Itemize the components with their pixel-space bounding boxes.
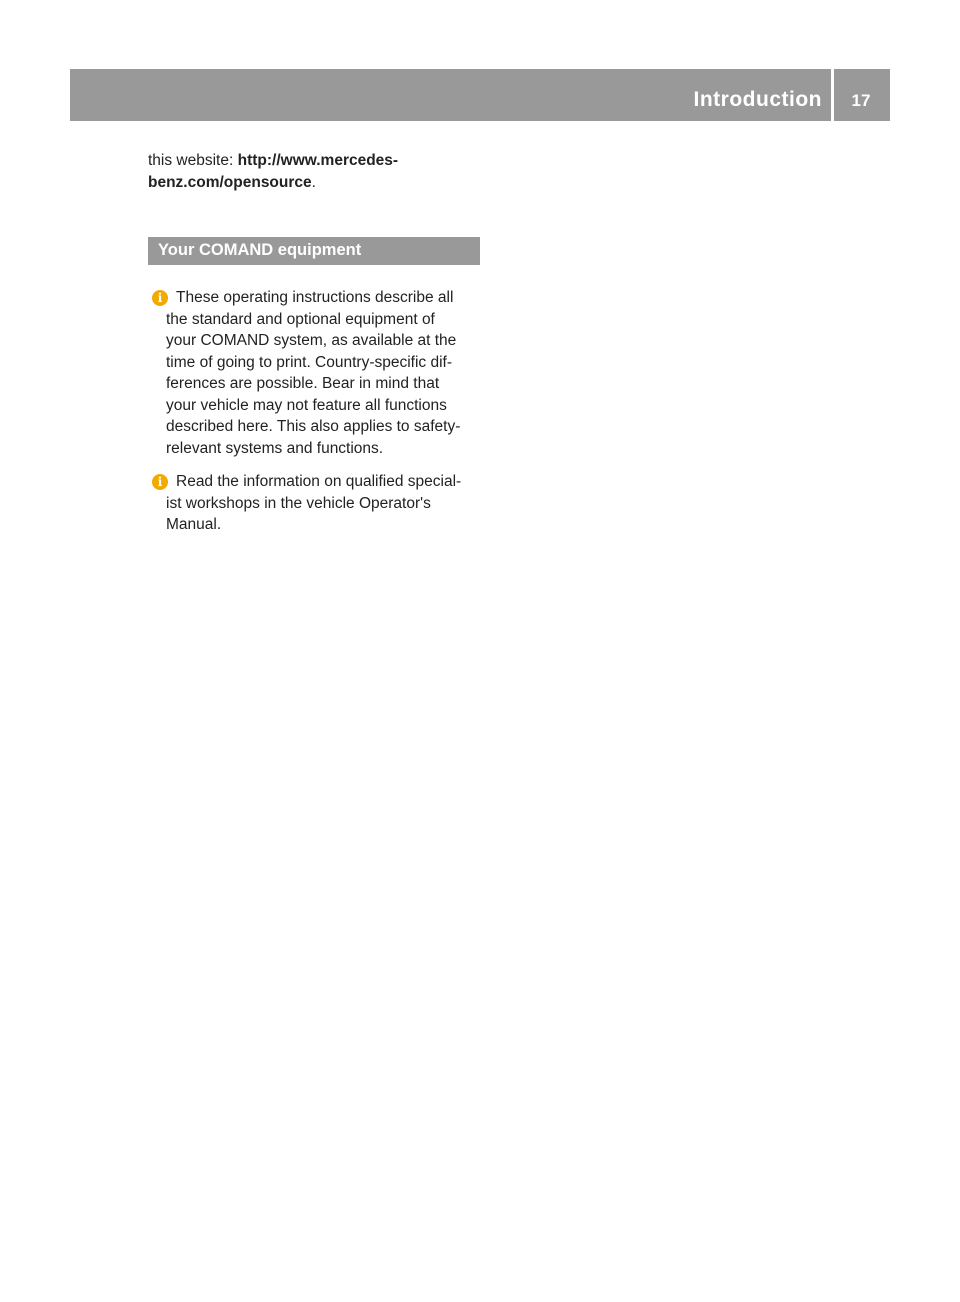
intro-line-2 [148, 172, 488, 194]
section-heading: Your COMAND equipment [158, 241, 362, 259]
note-line: relevant systems and functions. [166, 439, 384, 457]
intro-line-1 [148, 150, 488, 172]
url-link-part2[interactable]: benz.com/opensource [148, 173, 312, 191]
note-line: ferences are possible. Bear in mind that [166, 375, 440, 392]
note-line: your vehicle may not feature all functions [166, 396, 447, 414]
info-icon: i [152, 474, 168, 490]
url-link-part1[interactable]: http://www.mercedes- [237, 152, 399, 169]
chapter-title: Introduction [693, 88, 822, 111]
note-line: These operating instructions describe all [176, 289, 454, 306]
note-line: time of going to print. Country-specific dif- [166, 353, 453, 371]
info-note [148, 287, 488, 459]
note-line: your COMAND system, as available at the [166, 332, 457, 349]
header-divider [831, 69, 834, 121]
note-line: the standard and optional equipment of [166, 310, 435, 328]
info-note [148, 471, 488, 536]
note-line: Manual. [166, 516, 222, 533]
note-line: ist workshops in the vehicle Operator's [166, 494, 431, 512]
note-line: Read the information on qualified special- [176, 473, 462, 490]
intro-suffix: . [311, 173, 316, 191]
intro-prefix: this website: [148, 152, 238, 169]
note-line: described here. This also applies to safety- [166, 418, 461, 435]
info-icon: i [152, 290, 168, 306]
page-number: 17 [851, 91, 871, 110]
intro-paragraph [148, 150, 488, 193]
